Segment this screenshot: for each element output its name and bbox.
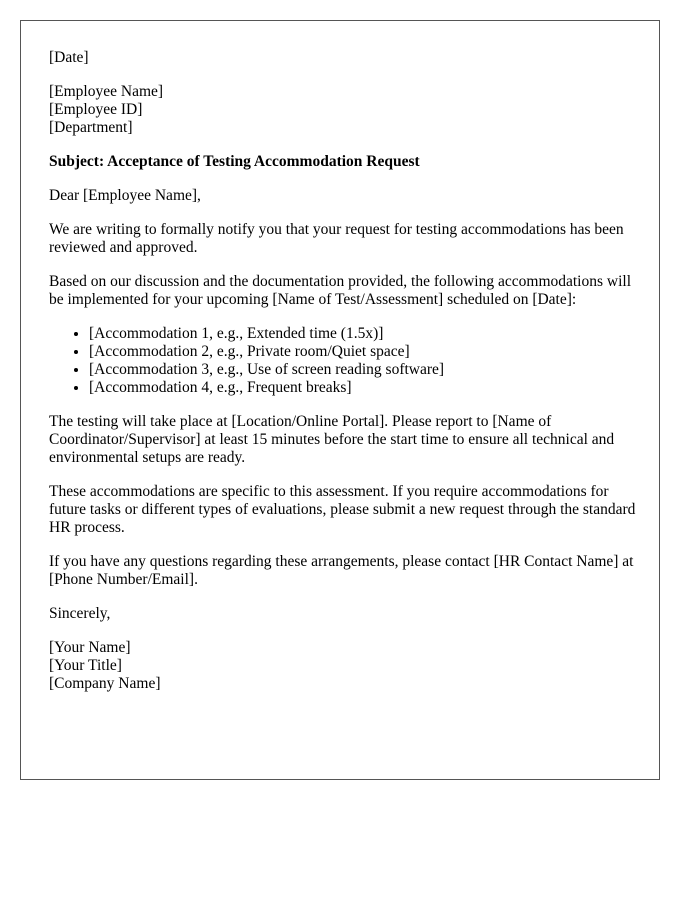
paragraph-accommodations-intro: Based on our discussion and the documentation provided, the following accommodations will be implemented for your upcoming [Name of Test/Assessment] scheduled on [Date]: bbox=[49, 273, 632, 308]
list-item: • [Accommodation 3, e.g., Use of screen reading software] bbox=[89, 361, 639, 379]
signature-block bbox=[49, 639, 639, 693]
letter-subject: Subject: Acceptance of Testing Accommodation Request bbox=[49, 153, 420, 170]
signature-title: [Your Title] bbox=[49, 657, 122, 674]
accommodations-list bbox=[49, 325, 639, 397]
salutation: Dear [Employee Name], bbox=[49, 187, 201, 204]
closing: Sincerely, bbox=[49, 605, 111, 622]
signature-company: [Company Name] bbox=[49, 675, 161, 692]
paragraph-location: The testing will take place at [Location/Online Portal]. Please report to [Name of Coordinator/Supervisor] at least 15 minutes before the start time to ensure all technical and environmental setups are ready. bbox=[49, 413, 615, 466]
letter-frame bbox=[20, 20, 660, 780]
list-item: • [Accommodation 1, e.g., Extended time (1.5x)] bbox=[89, 325, 639, 343]
letter-body bbox=[49, 49, 639, 709]
paragraph-notification: We are writing to formally notify you that your request for testing accommodations has been reviewed and approved. bbox=[49, 221, 624, 256]
recipient-id: [Employee ID] bbox=[49, 101, 143, 118]
recipient-name: [Employee Name] bbox=[49, 83, 164, 100]
recipient-department: [Department] bbox=[49, 119, 133, 136]
paragraph-contact: If you have any questions regarding these arrangements, please contact [HR Contact Name] at [Phone Number/Email]. bbox=[49, 553, 634, 588]
list-item: • [Accommodation 2, e.g., Private room/Quiet space] bbox=[89, 343, 639, 361]
recipient-block bbox=[49, 83, 639, 137]
signature-name: [Your Name] bbox=[49, 639, 131, 656]
paragraph-scope: These accommodations are specific to this assessment. If you require accommodations for future tasks or different types of evaluations, please submit a new request through the standard HR process. bbox=[49, 483, 636, 536]
list-item: • [Accommodation 4, e.g., Frequent breaks] bbox=[89, 379, 639, 397]
letter-date: [Date] bbox=[49, 49, 89, 66]
